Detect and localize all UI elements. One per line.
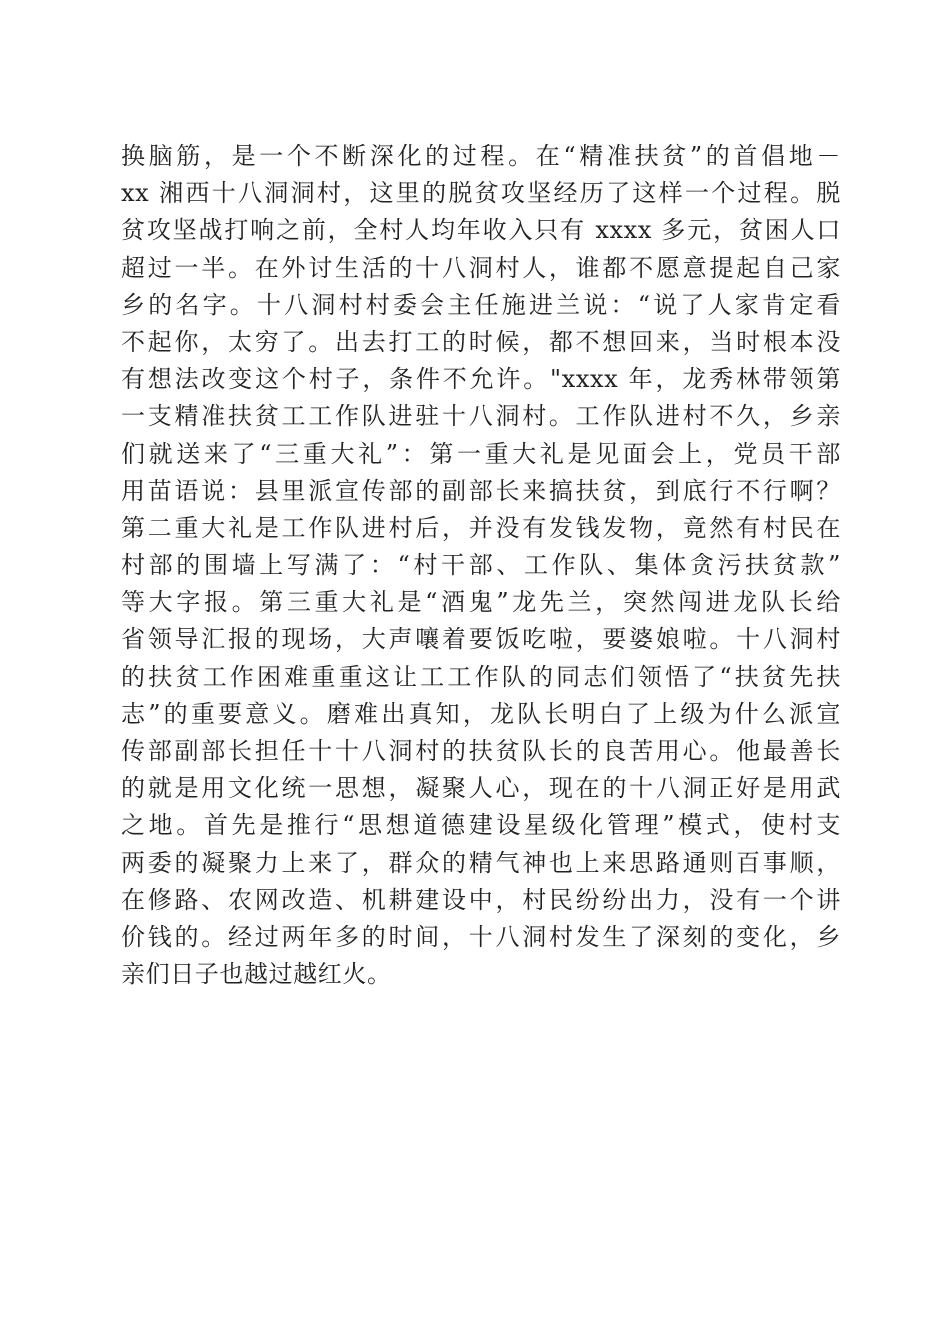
text-line: 贫攻坚战打响之前，全村人均年收入只有 xxxx 多元，贫困人口 <box>121 216 841 245</box>
text-line: 传部副部长担任十十八洞村的扶贫队长的良苦用心。他最善长 <box>121 737 841 765</box>
text-line: 的就是用文化统一思想，凝聚人心，现在的十八洞正好是用武 <box>121 774 841 803</box>
text-line: 第二重大礼是工作队进村后，并没有发钱发物，竟然有村民在 <box>121 513 841 542</box>
text-line: 省领导汇报的现场，大声嚷着要饭吃啦，要婆娘啦。十八洞村 <box>121 625 841 654</box>
text-line: xx 湘西十八洞洞村，这里的脱贫攻坚经历了这样一个过程。脱 <box>121 179 841 208</box>
text-line: 村部的围墙上写满了：“村干部、工作队、集体贪污扶贫款” <box>121 551 841 580</box>
text-line: 的扶贫工作困难重重这让工工作队的同志们领悟了“扶贫先扶 <box>121 662 841 691</box>
text-line: 换脑筋，是一个不断深化的过程。在“精准扶贫”的首倡地－ <box>121 142 841 170</box>
text-line: 志”的重要意义。磨难出真知，龙队长明白了上级为什么派宣 <box>121 699 841 728</box>
text-line: 用苗语说：县里派宣传部的副部长来搞扶贫，到底行不行啊？ <box>121 476 841 505</box>
text-line: 超过一半。在外讨生活的十八洞村人，谁都不愿意提起自己家 <box>121 253 841 282</box>
text-line: 之地。首先是推行“思想道德建设星级化管理”模式，使村支 <box>121 811 841 840</box>
text-line: 两委的凝聚力上来了，群众的精气神也上来思路通则百事顺， <box>121 848 841 877</box>
text-line: 们就送来了“三重大礼”：第一重大礼是见面会上，党员干部 <box>121 439 841 468</box>
text-line: 在修路、农网改造、机耕建设中，村民纷纷出力，没有一个讲 <box>121 885 841 914</box>
body-paragraph <box>121 138 841 993</box>
text-line-last: 亲们日子也越过越红火。 <box>121 960 392 989</box>
text-line: 等大字报。第三重大礼是“酒鬼”龙先兰，突然闯进龙队长给 <box>121 588 841 617</box>
text-line: 乡的名字。十八洞村村委会主任施进兰说：“说了人家肯定看 <box>121 290 841 319</box>
text-line: 价钱的。经过两年多的时间，十八洞村发生了深刻的变化，乡 <box>121 922 841 951</box>
text-line: 不起你，太穷了。出去打工的时候，都不想回来，当时根本没 <box>121 327 841 356</box>
text-line: 有想法改变这个村子，条件不允许。"xxxx 年，龙秀林带领第 <box>121 365 841 394</box>
text-line: 一支精准扶贫工工作队进驻十八洞村。工作队进村不久，乡亲 <box>121 402 841 431</box>
